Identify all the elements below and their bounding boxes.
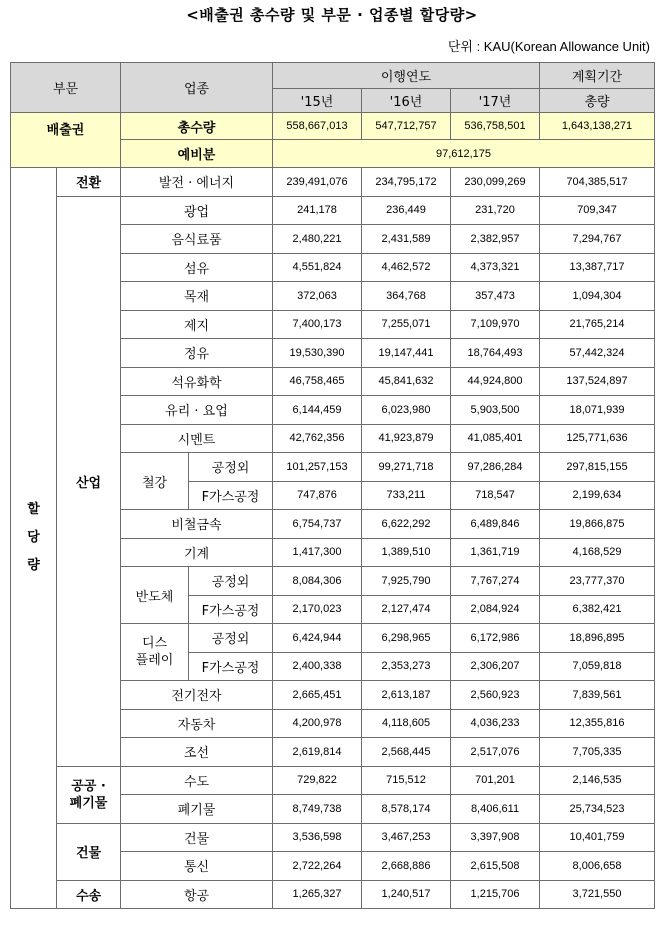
cell-sum: 12,355,816 [540, 709, 655, 738]
cell-v15: 2,170,023 [273, 595, 362, 624]
cell-v16: 7,925,790 [362, 567, 451, 596]
cell-v15: 1,417,300 [273, 538, 362, 567]
cell-v15: 8,084,306 [273, 567, 362, 596]
subgroup-display: 디스 플레이 [121, 624, 189, 681]
cell-sum: 18,896,895 [540, 624, 655, 653]
allocation-label: 할 당 량 [11, 168, 57, 909]
cell-v15: 239,491,076 [273, 168, 362, 197]
cell-sum: 297,815,155 [540, 453, 655, 482]
cell-v16: 45,841,632 [362, 367, 451, 396]
cell-v17: 2,306,207 [451, 652, 540, 681]
header-year-15: '15년 [273, 89, 362, 113]
total-sublabel: 총수량 [121, 113, 273, 140]
cell-sum: 137,524,897 [540, 367, 655, 396]
cell-v17: 230,099,269 [451, 168, 540, 197]
cell-v15: 101,257,153 [273, 453, 362, 482]
industry-name: F가스공정 [189, 481, 273, 510]
subgroup-semiconductor: 반도체 [121, 567, 189, 624]
cell-v15: 372,063 [273, 282, 362, 311]
cell-v17: 231,720 [451, 196, 540, 225]
industry-name: 전기전자 [121, 681, 273, 710]
cell-v16: 2,431,589 [362, 225, 451, 254]
cell-sum: 18,071,939 [540, 396, 655, 425]
cell-v16: 364,768 [362, 282, 451, 311]
cell-v15: 3,536,598 [273, 823, 362, 852]
cell-v16: 19,147,441 [362, 339, 451, 368]
cell-v15: 4,551,824 [273, 253, 362, 282]
cell-v17: 4,373,321 [451, 253, 540, 282]
cell-v16: 715,512 [362, 766, 451, 795]
industry-name: 석유화학 [121, 367, 273, 396]
header-industry: 업종 [121, 63, 273, 113]
cell-v16: 8,578,174 [362, 795, 451, 824]
cell-sum: 7,705,335 [540, 738, 655, 767]
cell-v16: 1,389,510 [362, 538, 451, 567]
header-plan-line2: 총량 [540, 89, 655, 113]
cell-v17: 3,397,908 [451, 823, 540, 852]
industry-name: 시멘트 [121, 424, 273, 453]
cell-v16: 2,127,474 [362, 595, 451, 624]
industry-name: 제지 [121, 310, 273, 339]
cell-v17: 701,201 [451, 766, 540, 795]
sector-transport: 수송 [57, 880, 121, 909]
cell-v16: 234,795,172 [362, 168, 451, 197]
cell-v16: 1,240,517 [362, 880, 451, 909]
cell-v17: 2,615,508 [451, 852, 540, 881]
cell-v17: 5,903,500 [451, 396, 540, 425]
industry-name: 항공 [121, 880, 273, 909]
cell-v15: 19,530,390 [273, 339, 362, 368]
cell-v16: 99,271,718 [362, 453, 451, 482]
industry-name: 섬유 [121, 253, 273, 282]
industry-name: 통신 [121, 852, 273, 881]
cell-v17: 18,764,493 [451, 339, 540, 368]
total-v16: 547,712,757 [362, 113, 451, 140]
cell-v17: 6,172,986 [451, 624, 540, 653]
cell-sum: 10,401,759 [540, 823, 655, 852]
cell-v16: 2,353,273 [362, 652, 451, 681]
unit-label: 단위 : KAU(Korean Allowance Unit) [447, 39, 650, 54]
industry-name: 폐기물 [121, 795, 273, 824]
cell-sum: 4,168,529 [540, 538, 655, 567]
reserve-label: 예비분 [121, 140, 273, 168]
industry-name: 조선 [121, 738, 273, 767]
cell-v17: 97,286,284 [451, 453, 540, 482]
cell-v17: 6,489,846 [451, 510, 540, 539]
cell-v17: 718,547 [451, 481, 540, 510]
industry-name: 유리 · 요업 [121, 396, 273, 425]
cell-v17: 357,473 [451, 282, 540, 311]
total-label: 배출권 [11, 113, 121, 168]
cell-v16: 4,118,605 [362, 709, 451, 738]
cell-sum: 13,387,717 [540, 253, 655, 282]
cell-v15: 46,758,465 [273, 367, 362, 396]
cell-v17: 41,085,401 [451, 424, 540, 453]
cell-sum: 57,442,324 [540, 339, 655, 368]
header-period: 이행연도 [273, 63, 540, 89]
cell-sum: 125,771,636 [540, 424, 655, 453]
cell-v17: 8,406,611 [451, 795, 540, 824]
cell-v17: 1,361,719 [451, 538, 540, 567]
industry-name: 발전 · 에너지 [121, 168, 273, 197]
sector-industry: 산업 [57, 196, 121, 766]
cell-v15: 7,400,173 [273, 310, 362, 339]
cell-v15: 1,265,327 [273, 880, 362, 909]
industry-name: F가스공정 [189, 595, 273, 624]
cell-sum: 7,294,767 [540, 225, 655, 254]
industry-name: 비철금속 [121, 510, 273, 539]
cell-sum: 8,006,658 [540, 852, 655, 881]
industry-name: 목재 [121, 282, 273, 311]
cell-sum: 25,734,523 [540, 795, 655, 824]
cell-sum: 2,199,634 [540, 481, 655, 510]
industry-name: 수도 [121, 766, 273, 795]
cell-v15: 2,619,814 [273, 738, 362, 767]
cell-v15: 241,178 [273, 196, 362, 225]
header-plan-line1: 계획기간 [540, 63, 655, 89]
total-v17: 536,758,501 [451, 113, 540, 140]
cell-sum: 7,839,561 [540, 681, 655, 710]
cell-v15: 8,749,738 [273, 795, 362, 824]
cell-v15: 6,144,459 [273, 396, 362, 425]
industry-name: 자동차 [121, 709, 273, 738]
cell-v15: 2,400,338 [273, 652, 362, 681]
cell-v15: 2,480,221 [273, 225, 362, 254]
cell-v17: 2,084,924 [451, 595, 540, 624]
cell-v15: 4,200,978 [273, 709, 362, 738]
page-title: <배출권 총수량 및 부문 · 업종별 할당량> [186, 6, 478, 24]
industry-name: F가스공정 [189, 652, 273, 681]
cell-v16: 733,211 [362, 481, 451, 510]
cell-sum: 1,094,304 [540, 282, 655, 311]
cell-sum: 7,059,818 [540, 652, 655, 681]
industry-name: 공정외 [189, 624, 273, 653]
industry-name: 음식료품 [121, 225, 273, 254]
header-year-17: '17년 [451, 89, 540, 113]
cell-sum: 2,146,535 [540, 766, 655, 795]
cell-v17: 1,215,706 [451, 880, 540, 909]
cell-v17: 7,767,274 [451, 567, 540, 596]
industry-name: 공정외 [189, 567, 273, 596]
cell-v16: 3,467,253 [362, 823, 451, 852]
cell-v15: 42,762,356 [273, 424, 362, 453]
cell-v15: 2,722,264 [273, 852, 362, 881]
cell-v16: 236,449 [362, 196, 451, 225]
header-division: 부문 [11, 63, 121, 113]
cell-v17: 2,560,923 [451, 681, 540, 710]
cell-v16: 6,298,965 [362, 624, 451, 653]
cell-v15: 2,665,451 [273, 681, 362, 710]
cell-v16: 6,023,980 [362, 396, 451, 425]
header-year-16: '16년 [362, 89, 451, 113]
cell-v15: 747,876 [273, 481, 362, 510]
sector-conversion: 전환 [57, 168, 121, 197]
reserve-value: 97,612,175 [273, 140, 655, 168]
total-v15: 558,667,013 [273, 113, 362, 140]
cell-sum: 704,385,517 [540, 168, 655, 197]
cell-v16: 4,462,572 [362, 253, 451, 282]
industry-name: 기계 [121, 538, 273, 567]
cell-sum: 21,765,214 [540, 310, 655, 339]
industry-name: 정유 [121, 339, 273, 368]
cell-sum: 709,347 [540, 196, 655, 225]
sector-building: 건물 [57, 823, 121, 880]
sector-public-waste: 공공 · 폐기물 [57, 766, 121, 823]
industry-name: 공정외 [189, 453, 273, 482]
industry-name: 광업 [121, 196, 273, 225]
industry-name: 건물 [121, 823, 273, 852]
cell-v17: 44,924,800 [451, 367, 540, 396]
total-sum: 1,643,138,271 [540, 113, 655, 140]
subgroup-steel: 철강 [121, 453, 189, 510]
cell-v17: 7,109,970 [451, 310, 540, 339]
cell-v16: 7,255,071 [362, 310, 451, 339]
cell-v16: 2,568,445 [362, 738, 451, 767]
cell-v15: 729,822 [273, 766, 362, 795]
cell-v17: 2,382,957 [451, 225, 540, 254]
cell-v16: 2,613,187 [362, 681, 451, 710]
cell-v16: 6,622,292 [362, 510, 451, 539]
cell-v15: 6,754,737 [273, 510, 362, 539]
cell-v16: 41,923,879 [362, 424, 451, 453]
cell-sum: 3,721,550 [540, 880, 655, 909]
cell-v16: 2,668,886 [362, 852, 451, 881]
allocation-table [10, 62, 655, 909]
cell-v17: 2,517,076 [451, 738, 540, 767]
cell-sum: 19,866,875 [540, 510, 655, 539]
cell-v17: 4,036,233 [451, 709, 540, 738]
cell-sum: 23,777,370 [540, 567, 655, 596]
cell-v15: 6,424,944 [273, 624, 362, 653]
cell-sum: 6,382,421 [540, 595, 655, 624]
